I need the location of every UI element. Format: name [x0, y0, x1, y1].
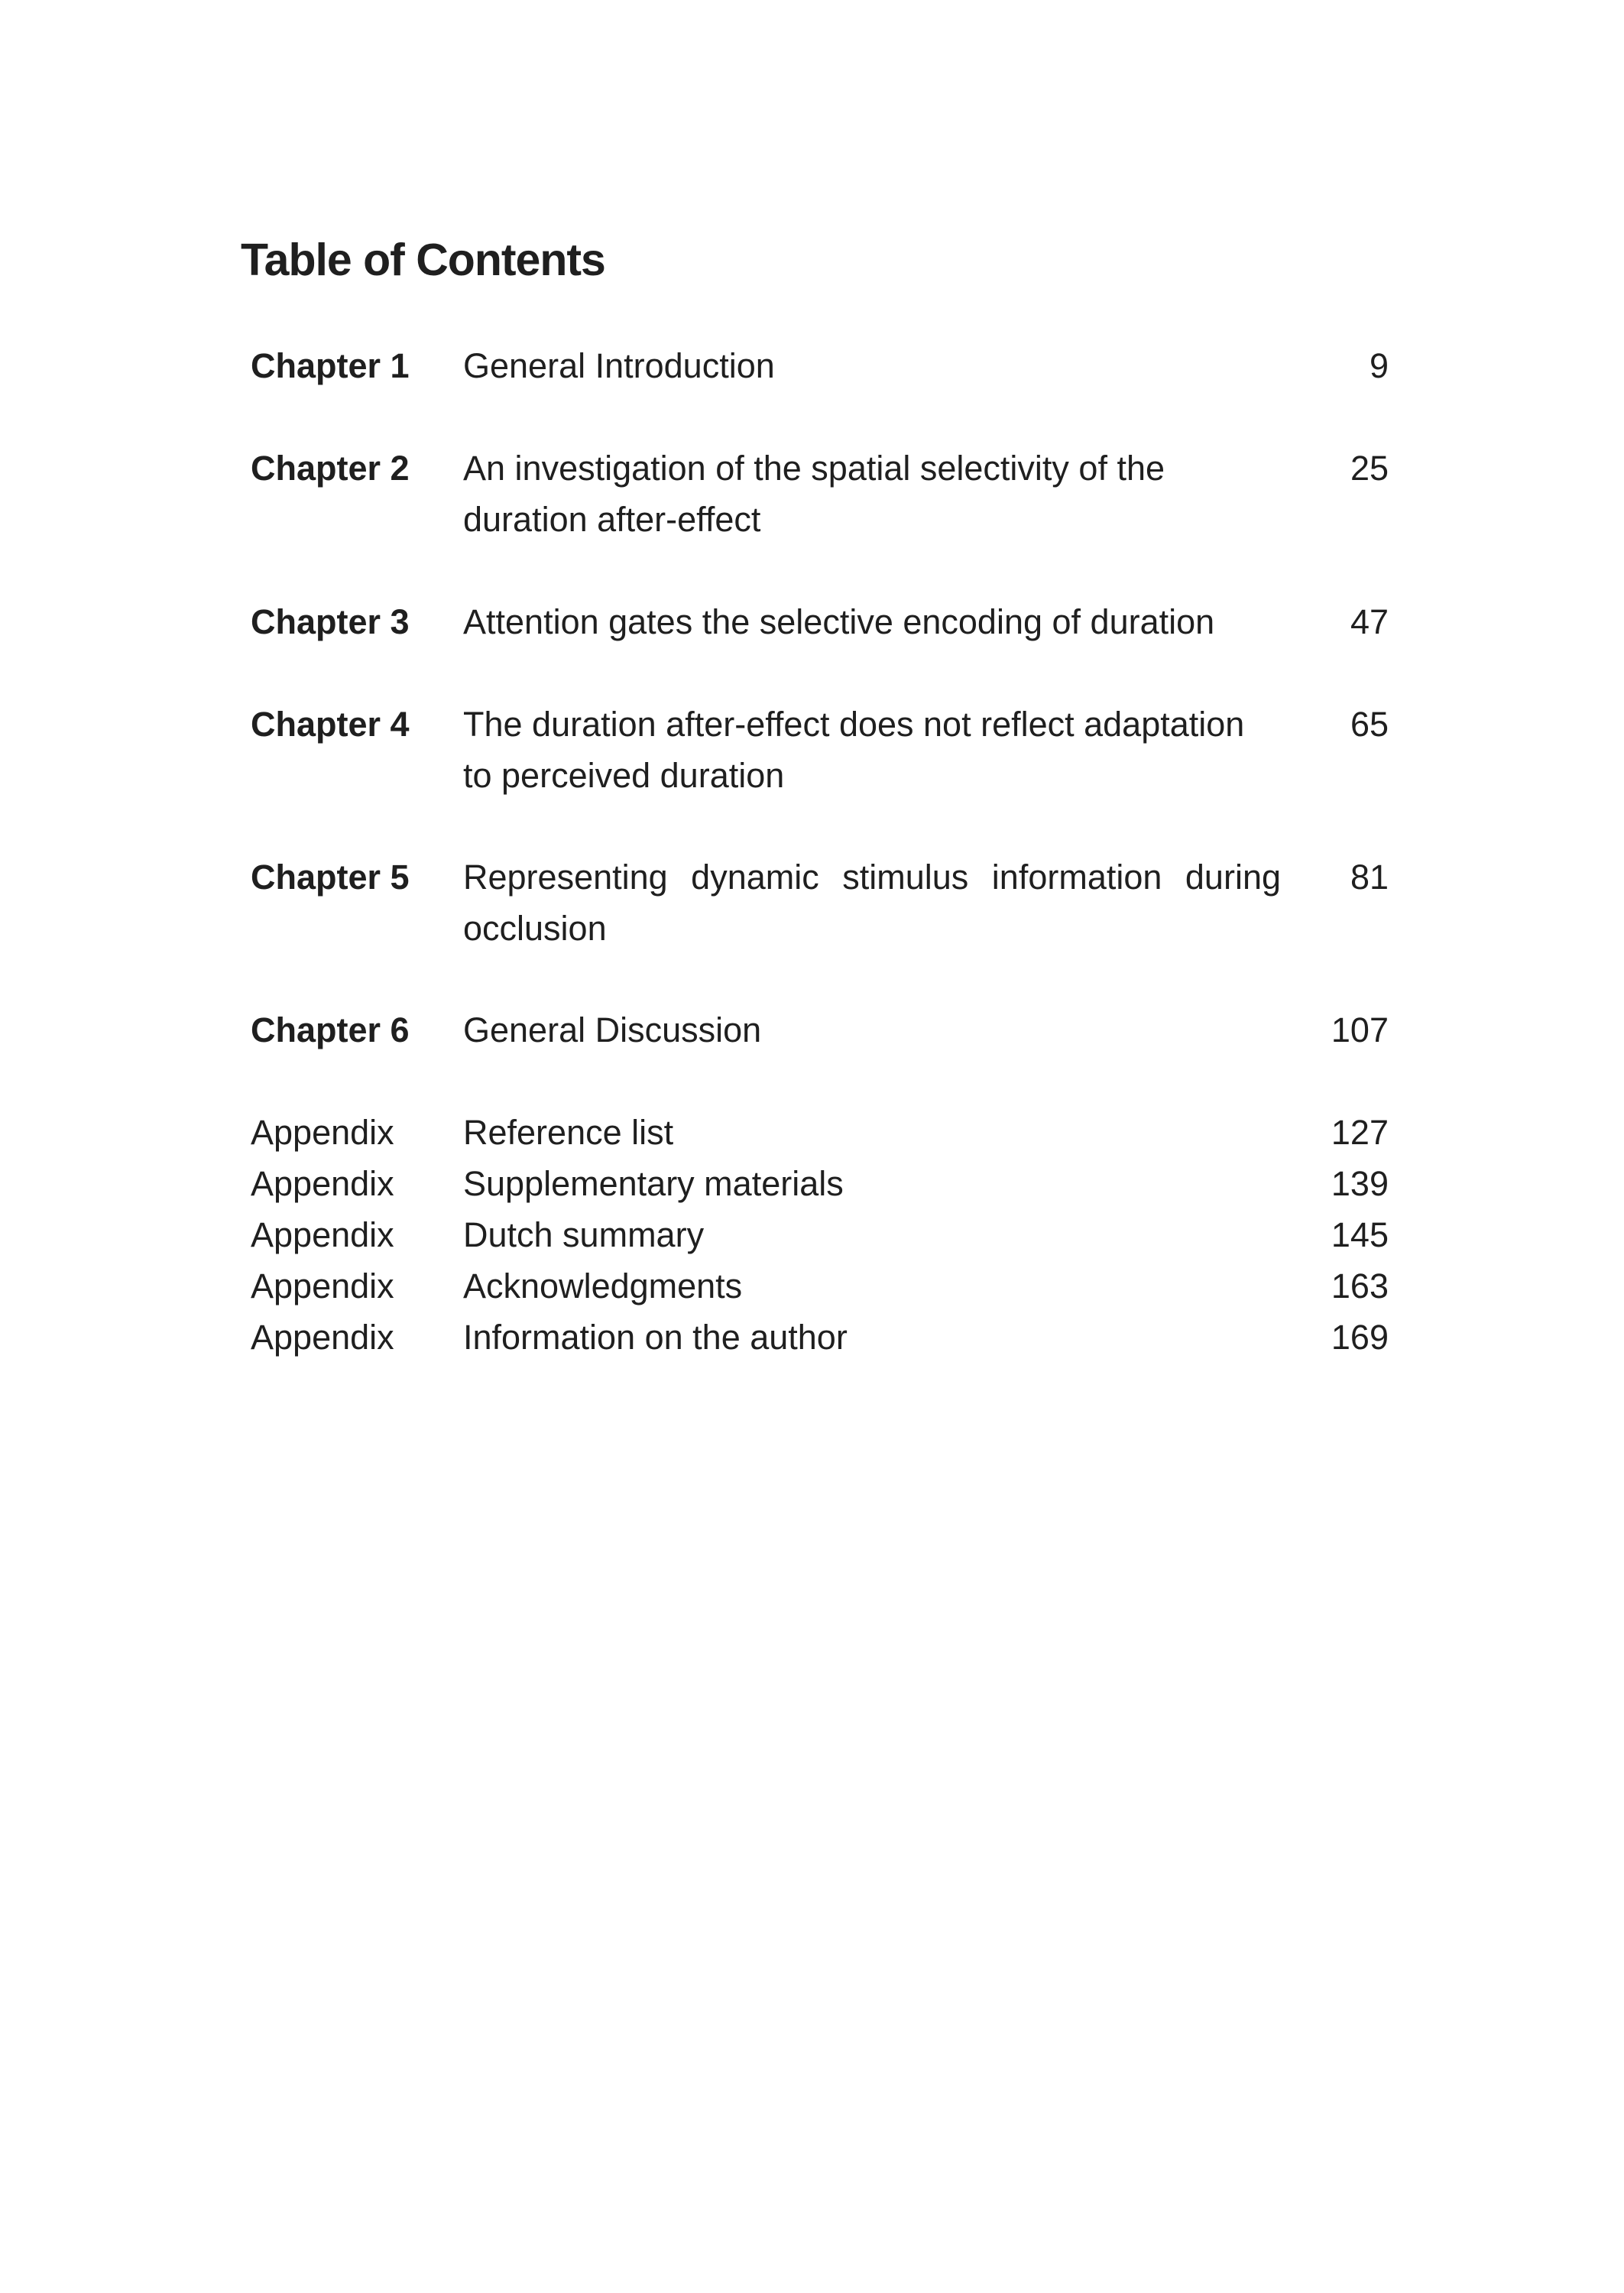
- toc-entry-title: General Discussion: [463, 1010, 762, 1049]
- toc-entry-title: General Introduction: [463, 346, 775, 385]
- toc-entry-title: Acknowledgments: [463, 1267, 743, 1305]
- toc-entry-title: Attention gates the selective encoding of duration: [463, 602, 1215, 641]
- toc-entry-label: Chapter 5: [251, 858, 410, 897]
- toc-entry-page-number: 107: [1331, 1010, 1389, 1049]
- toc-entry-page-number: 9: [1369, 346, 1389, 385]
- toc-entry-label: Chapter 3: [251, 602, 410, 641]
- toc-entry-title: Representing dynamic stimulus information during occlusion: [463, 858, 1281, 948]
- toc-entry-title: Supplementary materials: [463, 1164, 844, 1203]
- toc-entry-label: Appendix: [251, 1318, 394, 1357]
- toc-entry-page-number: 47: [1350, 602, 1389, 641]
- toc-entry-label: Appendix: [251, 1113, 394, 1152]
- page-title: Table of Contents: [241, 235, 605, 285]
- toc-entry-title: Information on the author: [463, 1318, 848, 1357]
- toc-entry-page-number: 127: [1331, 1113, 1389, 1152]
- toc-entry-page-number: 163: [1331, 1267, 1389, 1305]
- toc-entry-page-number: 81: [1350, 858, 1389, 897]
- toc-entry-label: Chapter 1: [251, 346, 410, 385]
- toc-entry-label: Appendix: [251, 1215, 394, 1254]
- toc-entry-page-number: 139: [1331, 1164, 1389, 1203]
- toc-entry-label: Chapter 2: [251, 449, 410, 488]
- toc-entry-label: Chapter 4: [251, 705, 410, 744]
- toc-entry-page-number: 25: [1350, 449, 1389, 488]
- toc-entry-page-number: 145: [1331, 1215, 1389, 1254]
- toc-entry-page-number: 169: [1331, 1318, 1389, 1357]
- toc-entry-label: Chapter 6: [251, 1010, 410, 1049]
- toc-entry-title: Dutch summary: [463, 1215, 705, 1254]
- toc-entry-label: Appendix: [251, 1267, 394, 1305]
- toc-entry-title: The duration after-effect does not reflect adaptation to perceived duration: [463, 705, 1245, 795]
- toc-entry-title: An investigation of the spatial selectivity of the duration after-effect: [463, 449, 1165, 539]
- toc-entry-title: Reference list: [463, 1113, 674, 1152]
- toc-entry-page-number: 65: [1350, 705, 1389, 744]
- toc-entry-label: Appendix: [251, 1164, 394, 1203]
